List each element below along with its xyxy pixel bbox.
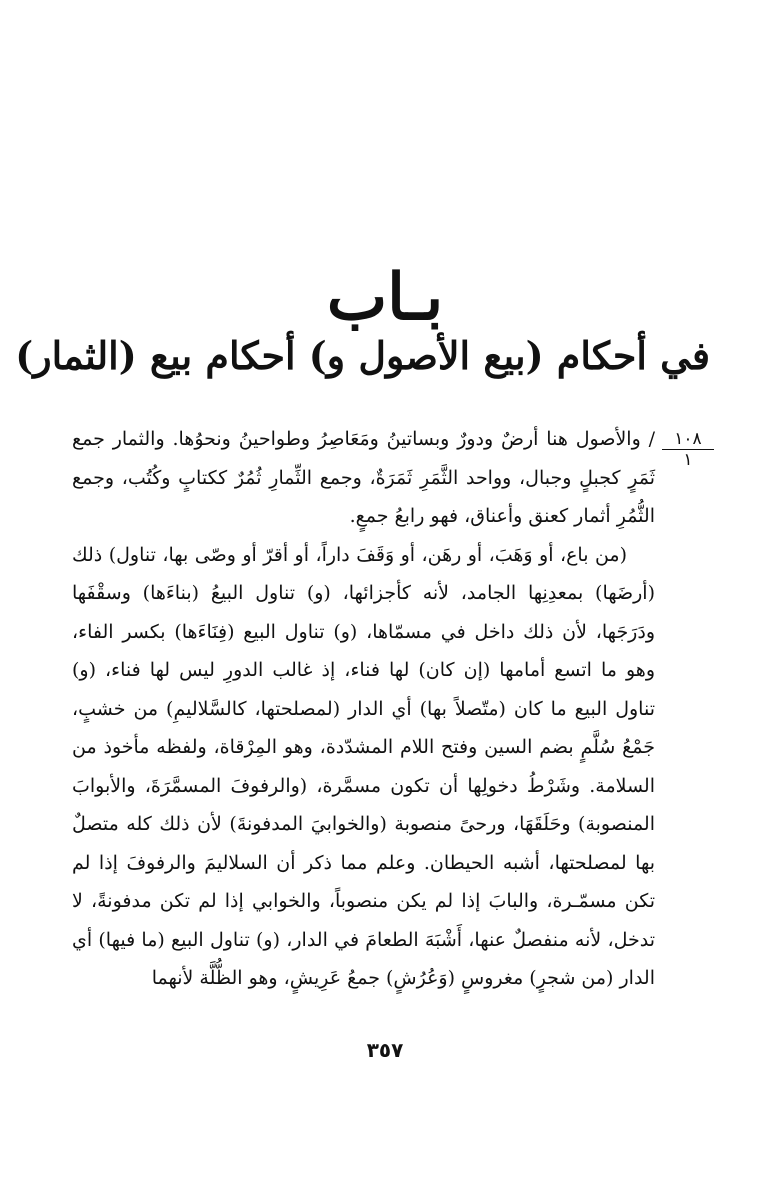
body-text bbox=[72, 420, 655, 998]
paragraph-definitions: / والأصول هنا أرضٌ ودورٌ وبساتينُ ومَعَاصِرُ وطواحينُ ونحوُها. والثمار جمع ثَمَرٍ كجبلٍ وجبال، وواحد الثَّمَرِ ثَمَرَةٌ، وجمع الثِّمارِ ثُمُرٌ ككتابٍ وكُتُب، وجمع الثُّمُرِ أثمار كعنق وأعناق، فهو رابعُ جمعٍ. bbox=[72, 428, 655, 527]
chapter-heading: بـاب bbox=[326, 260, 444, 335]
margin-reference-number: ١٠٨ bbox=[662, 430, 714, 450]
paragraph-house-sale: (من باع، أو وَهَبَ، أو رهَن، أو وَقَفَ داراً، أو أقرّ أو وصّى بها، تناول) ذلك (أرضَها) بمعدِنِها الجامد، لأنه كأجزائها، (و) تناول البيعُ (بناءَها) وسقْفَها ودَرَجَها، لأن ذلك داخل في مسمّاها، (و) تناول البيع (فِنَاءَها) بكسر الفاء، وهو ما اتسع أمامها (إن كان) لها فناء، إذ غالب الدورِ ليس لها فناء، (و) تناول البيع ما كان (متّصلاً بها) أي الدار (لمصلحتها، كالسَّلاليمِ) من خشبٍ، جَمْعُ سُلَّمٍ بضم السين وفتح اللام المشدّدة، وهو المِرْقاة، ولفظه مأخوذ من السلامة. وشَرْطُ دخولِها أن تكون مسمَّرة، (والرفوفَ المسمَّرَةَ، والأبوابَ المنصوبة) وحَلَقَهَا، ورحىً منصوبة (والخوابيَ المدفونةَ) لأن ذلك كله متصلٌ بها لمصلحتها، أشبه الحيطان. وعلم مما ذكر أن السلاليمَ والرفوفَ إذا لم تكن مسمّـرة، والبابَ إذا لم يكن منصوباً، والخوابي إذا لم تكن مدفونةً، لا تدخل، لأنه منفصلٌ عنها، أَشْبَهَ الطعامَ في الدار، (و) تناول البيع (ما فيها) أي الدار (من شجرٍ) مغروسٍ (وَعُرُشٍ) جمعُ عَرِيشٍ، وهو الظُّلَّة لأنهما bbox=[72, 543, 655, 989]
chapter-title: في أحكام (بيع الأصول و) أحكام بيع (الثمار) bbox=[15, 333, 710, 378]
margin-page-reference bbox=[662, 430, 714, 469]
page-number: ٣٥٧ bbox=[366, 1038, 404, 1062]
margin-reference-sub: ١ bbox=[683, 450, 693, 470]
